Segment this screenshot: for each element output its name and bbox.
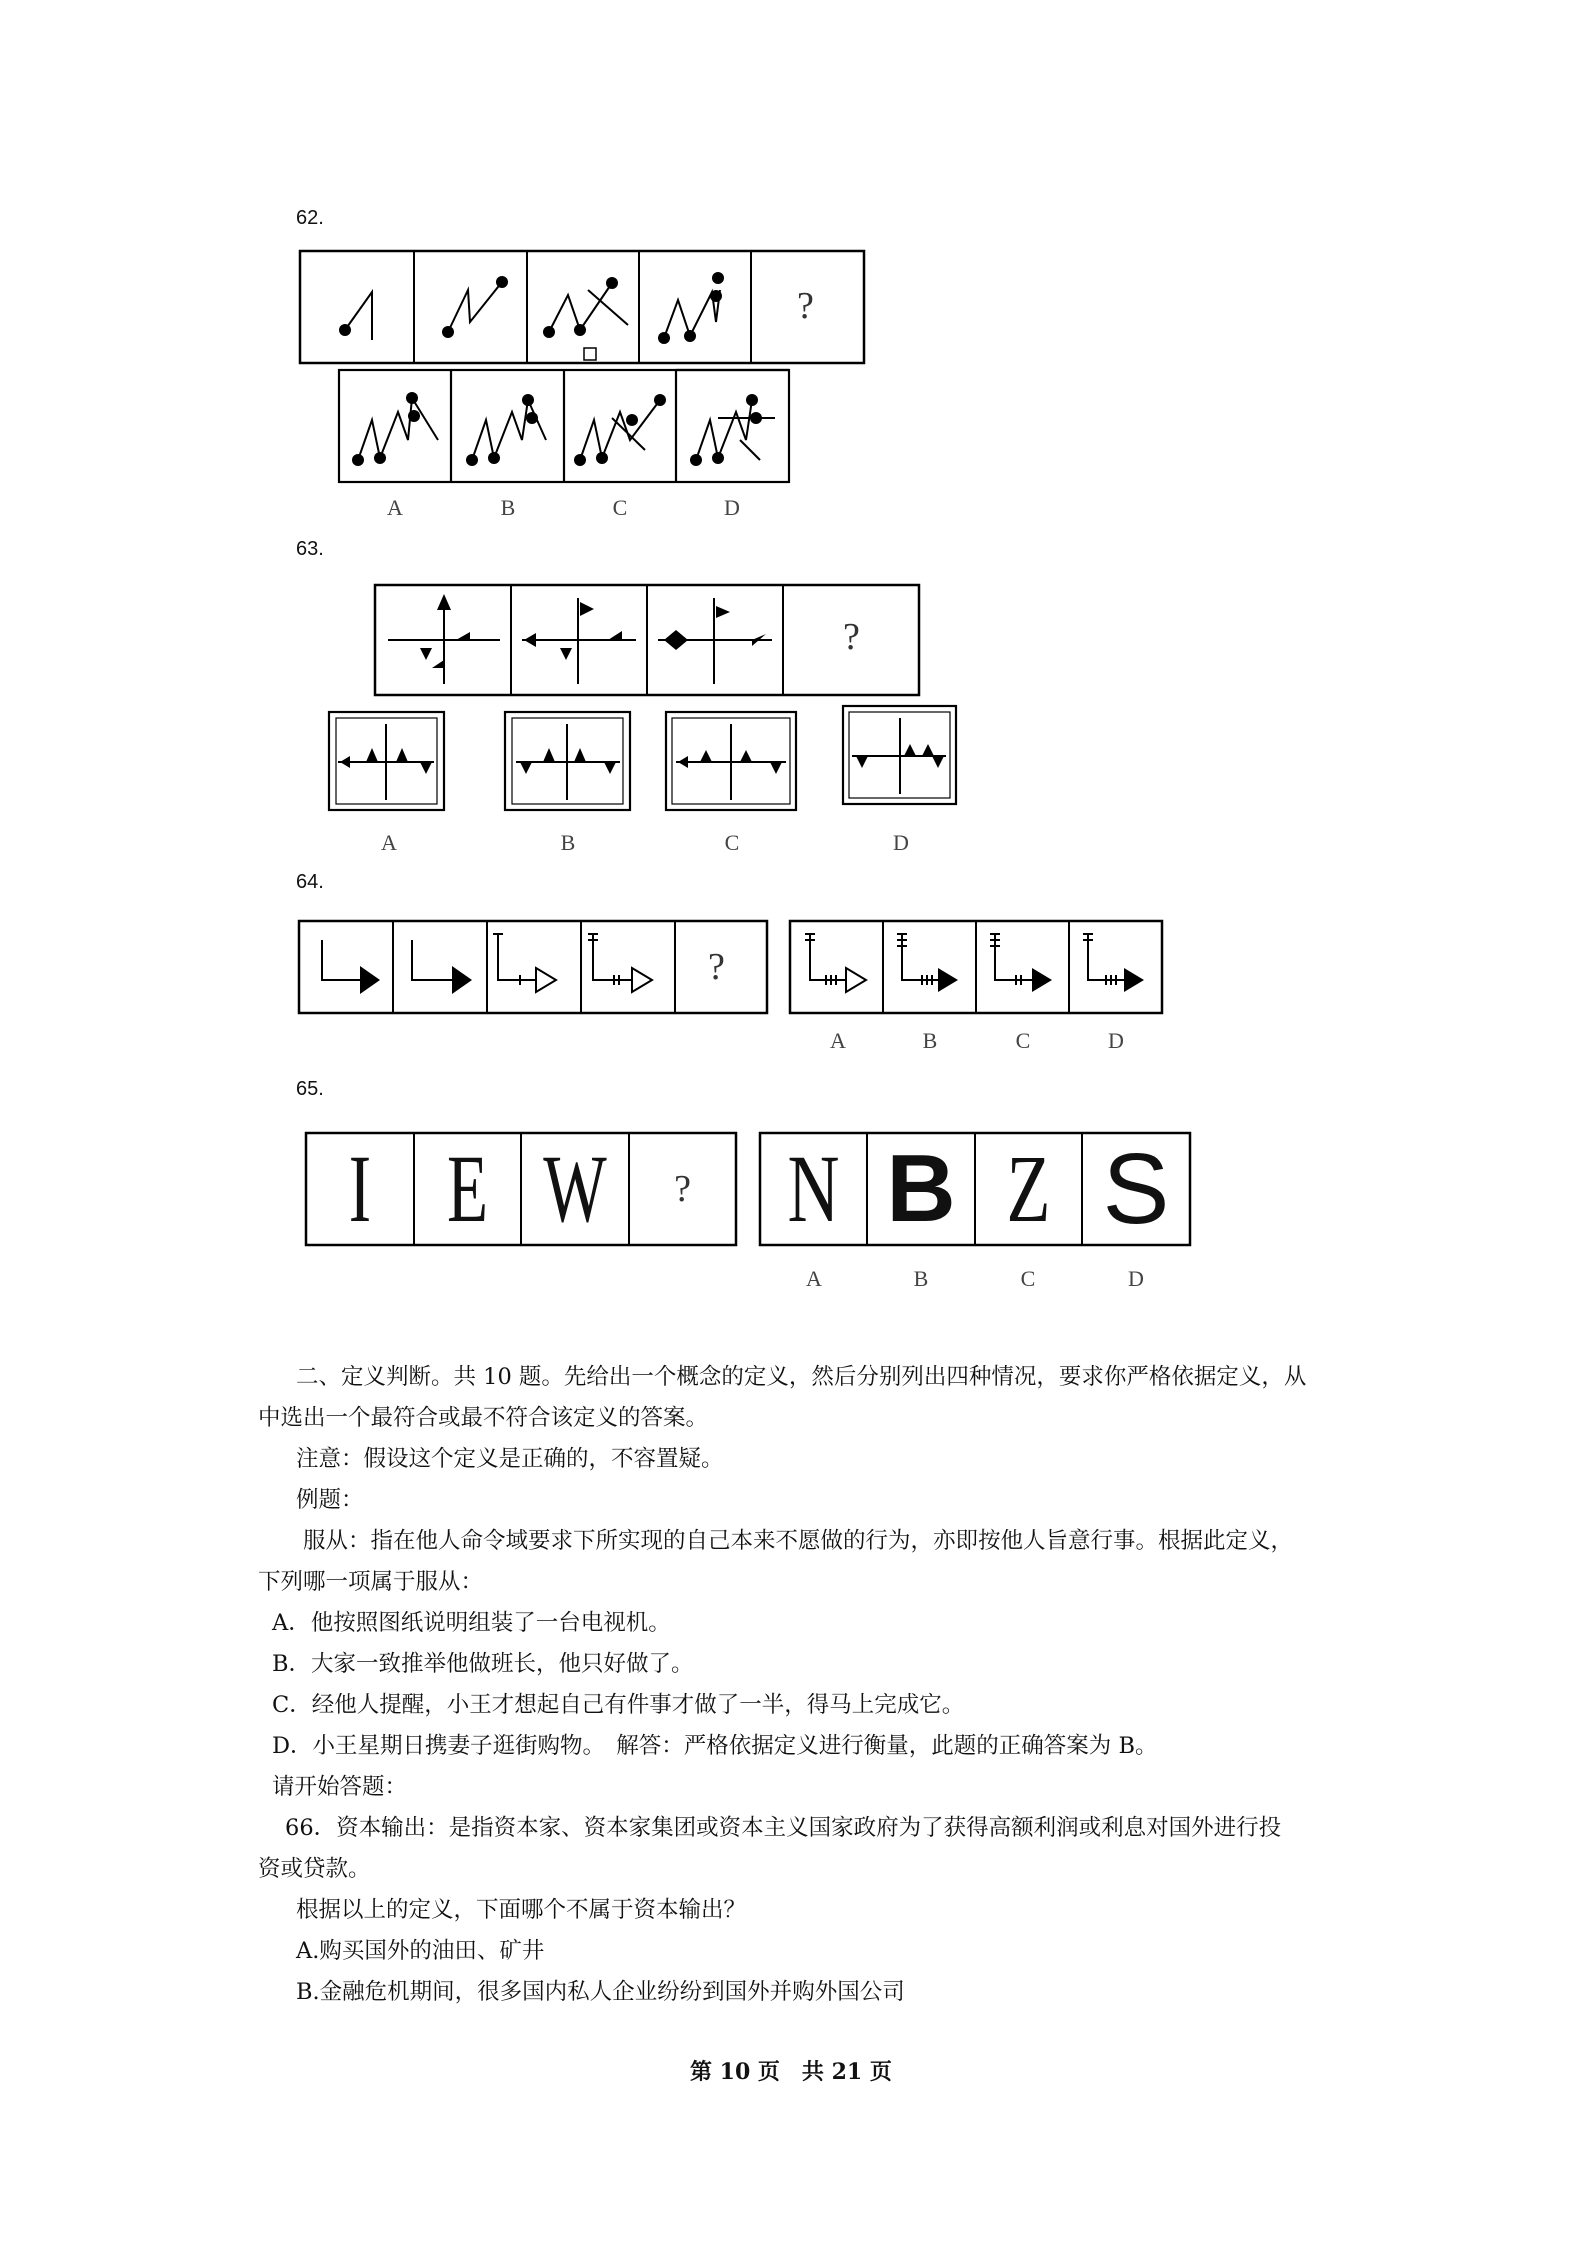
q64-option-b: B [922,1028,938,1053]
section-note: 注意：假设这个定义是正确的，不容置疑。 [296,1446,724,1472]
q64-number: 64. [296,871,324,893]
q63-option-d: D [893,830,909,855]
q63-option-c: C [724,830,740,855]
q62-option-a: A [387,495,403,520]
q66-option-b: B.金融危机期间，很多国内私人企业纷纷到国外并购外国公司 [296,1979,905,2005]
example-option-c: C．经他人提醒，小王才想起自己有件事才做了一半，得马上完成它。 [272,1692,965,1718]
q63-option-b: B [560,830,576,855]
q65-number: 65. [296,1078,324,1100]
q62-option-d: D [724,495,740,520]
q63-option-a: A [381,830,397,855]
q65-choice-1: N [787,1135,840,1242]
q64-option-a: A [830,1028,846,1053]
q62-option-b: B [500,495,516,520]
q64-unknown-mark: ? [708,946,725,988]
page-footer: 第 10 页 共 21 页 [690,2059,892,2085]
q65-letter-2: E [446,1135,489,1242]
q64-option-d: D [1108,1028,1124,1053]
q64-option-c: C [1015,1028,1031,1053]
q66-option-a: A.购买国外的油田、矿井 [296,1938,545,1964]
q65-option-d: D [1128,1266,1144,1291]
example-label: 例题： [296,1487,364,1513]
example-definition-line2: 下列哪一项属于服从： [258,1569,484,1595]
q62-unknown-mark: ? [797,285,814,327]
q65-option-a: A [806,1266,822,1291]
section-intro-line2: 中选出一个最符合或最不符合该定义的答案。 [258,1405,709,1431]
example-definition-line1: 服从：指在他人命令域要求下所实现的自己本来不愿做的行为，亦即按他人旨意行事。根据此定义， [303,1528,1294,1554]
q65-letter-3: W [543,1135,607,1242]
q62-number: 62. [296,207,324,229]
example-option-a: A．他按照图纸说明组装了一台电视机。 [272,1610,671,1636]
section-intro-line1: 二、定义判断。共 10 题。先给出一个概念的定义，然后分别列出四种情况，要求你严格依据定义，从 [296,1364,1307,1390]
q65-choice-4: S [1102,1133,1170,1245]
q65-option-c: C [1020,1266,1036,1291]
q63-number: 63. [296,538,324,560]
q62-option-c: C [612,495,628,520]
q65-unknown-mark: ? [674,1168,691,1210]
q66-question: 根据以上的定义，下面哪个不属于资本输出？ [296,1897,747,1923]
q65-choice-2: B [886,1135,956,1242]
q65-choice-3: Z [1006,1135,1051,1242]
q63-unknown-mark: ? [843,616,860,658]
q66-definition-line1: 66．资本输出：是指资本家、资本家集团或资本主义国家政府为了获得高额利润或利息对国外进行投 [285,1815,1282,1841]
q66-definition-line2: 资或贷款。 [258,1856,371,1882]
example-option-b: B．大家一致推举他做班长，他只好做了。 [272,1651,694,1677]
start-prompt: 请开始答题： [272,1774,408,1800]
example-option-d-answer: D．小王星期日携妻子逛街购物。 解答：严格依据定义进行衡量，此题的正确答案为 B。 [272,1733,1158,1759]
q65-letter-1: I [348,1135,372,1242]
q65-option-b: B [913,1266,929,1291]
